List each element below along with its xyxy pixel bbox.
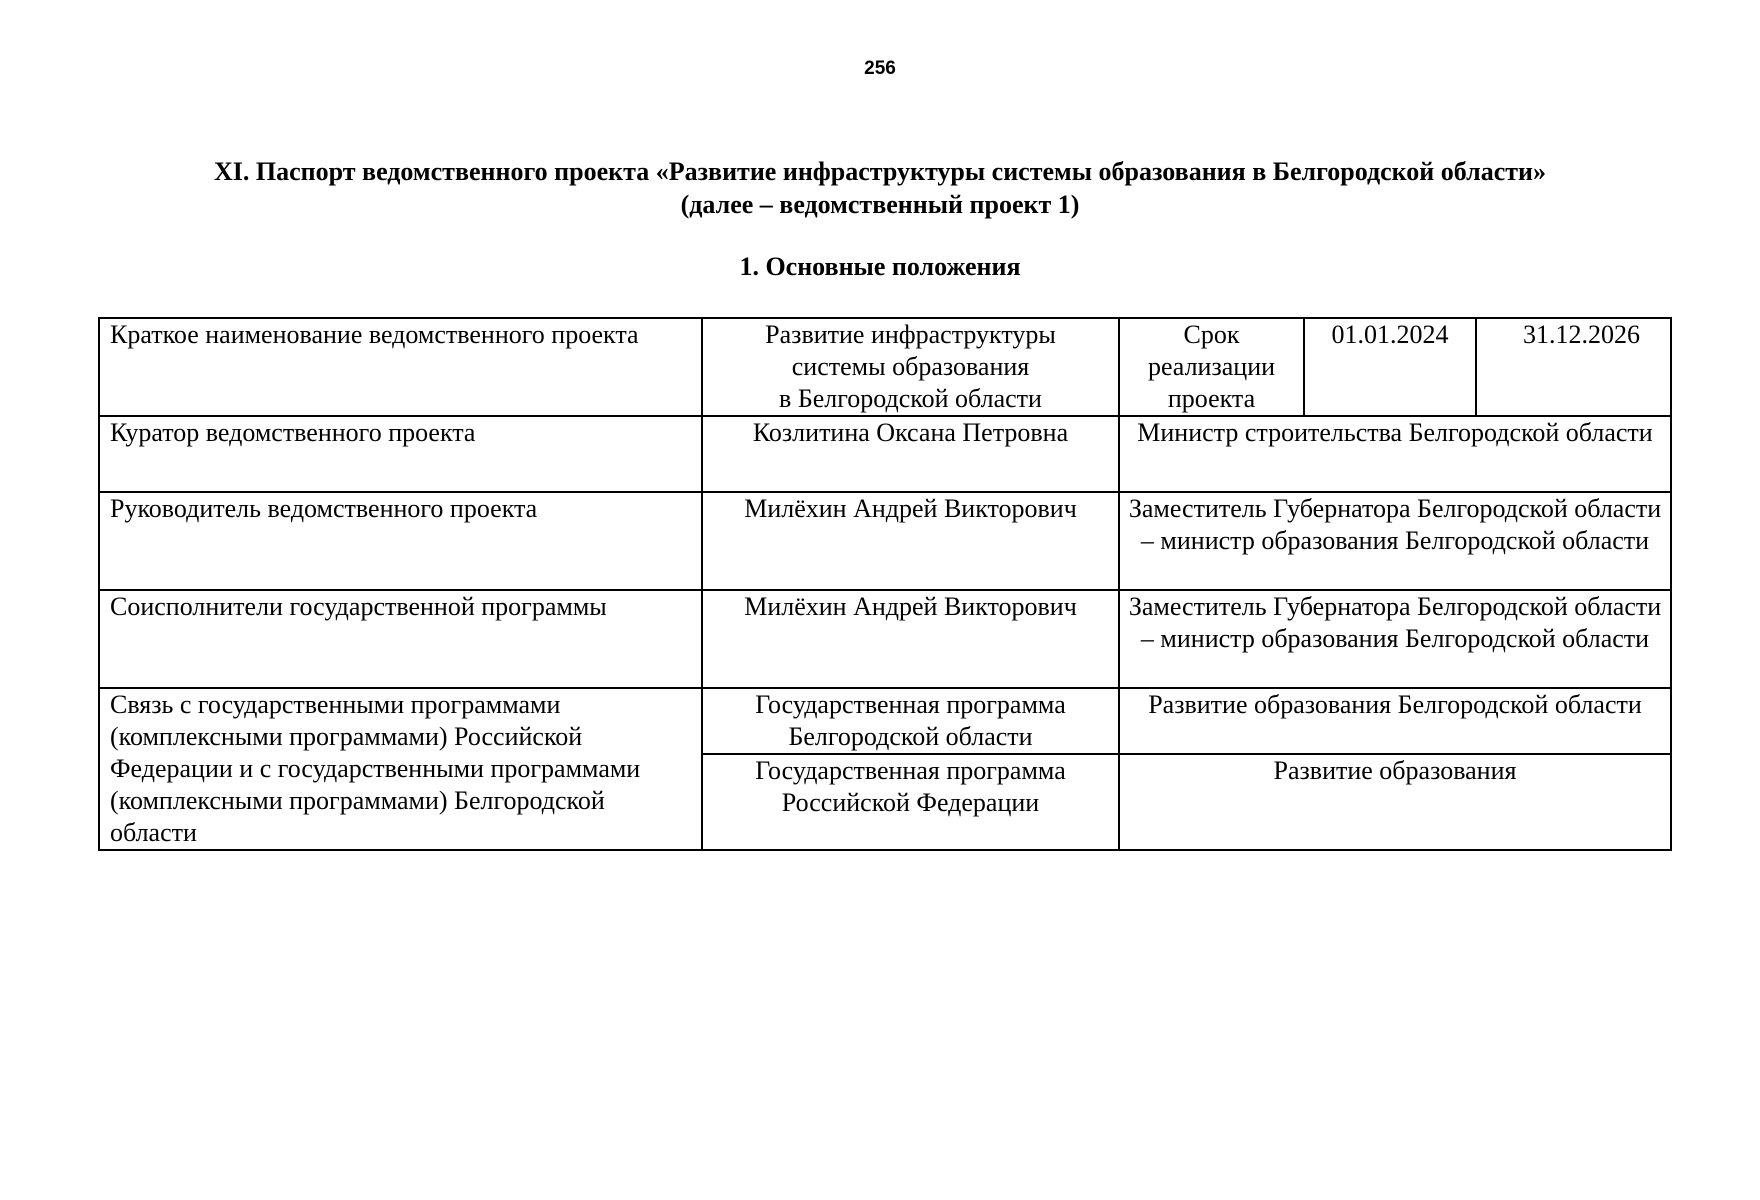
co-executors-position: Заместитель Губернатора Белгородской области – министр образования Белгородской области [1119, 590, 1671, 688]
program2-type: Государственная программа Российской Федерации [702, 754, 1119, 850]
term-label-line: проекта [1167, 384, 1256, 413]
term-label [1119, 318, 1304, 416]
short-name-value-line: Развитие инфраструктуры [765, 320, 1056, 349]
title-line-2: (далее – ведомственный проект 1) [680, 190, 1080, 219]
short-name-value-line: системы образования [791, 352, 1030, 381]
program2-name: Развитие образования [1119, 754, 1671, 850]
short-name-label: Краткое наименование ведомственного проекта [99, 318, 702, 416]
short-name-value-line: в Белгородской области [779, 384, 1042, 413]
curator-position: Министр строительства Белгородской области [1119, 416, 1671, 492]
co-executors-name: Милёхин Андрей Викторович [702, 590, 1119, 688]
term-label-line: реализации [1147, 352, 1276, 381]
table-row-head [99, 492, 1671, 590]
head-name: Милёхин Андрей Викторович [702, 492, 1119, 590]
table-row-co-executors [99, 590, 1671, 688]
start-date: 01.01.2024 [1304, 318, 1476, 416]
table-row-short-name [99, 318, 1671, 416]
curator-label: Куратор ведомственного проекта [99, 416, 702, 492]
links-label: Связь с государственными программами (комплексными программами) Российской Федерации и с государственными программами (комплексными программами) Белгородской области [99, 688, 702, 850]
term-label-line: Срок [1183, 320, 1240, 349]
section-title: 1. Основные положения [739, 252, 1021, 281]
document-title [40, 155, 1720, 221]
program1-type: Государственная программа Белгородской области [702, 688, 1119, 754]
table-row-links [99, 688, 1671, 754]
title-line-1: XI. Паспорт ведомственного проекта «Развитие инфраструктуры системы образования в Белгородской области» [214, 157, 1546, 186]
short-name-value [702, 318, 1119, 416]
curator-name: Козлитина Оксана Петровна [702, 416, 1119, 492]
program1-name: Развитие образования Белгородской области [1119, 688, 1671, 754]
head-position: Заместитель Губернатора Белгородской области – министр образования Белгородской области [1119, 492, 1671, 590]
page-number: 256 [864, 58, 896, 79]
end-date: 31.12.2026 [1476, 318, 1671, 416]
co-executors-label: Соисполнители государственной программы [99, 590, 702, 688]
head-label: Руководитель ведомственного проекта [99, 492, 702, 590]
passport-table [98, 317, 1672, 851]
table-row-curator [99, 416, 1671, 492]
